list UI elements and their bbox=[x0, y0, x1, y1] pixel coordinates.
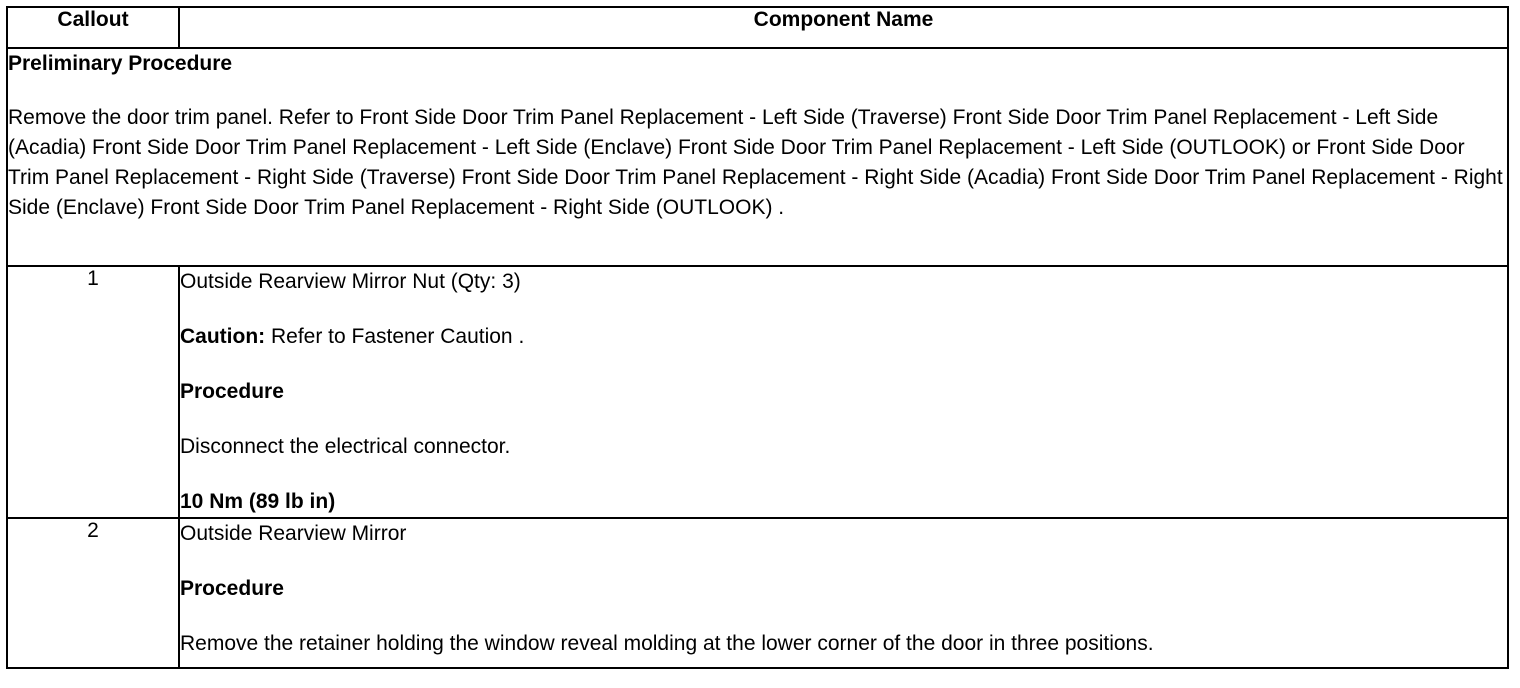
caution-label: Caution: bbox=[180, 325, 266, 348]
table-row bbox=[7, 266, 1508, 518]
preliminary-row bbox=[7, 48, 1508, 266]
table-row bbox=[7, 518, 1508, 668]
component-name: Outside Rearview Mirror bbox=[180, 522, 407, 545]
preliminary-text: Remove the door trim panel. Refer to Front Side Door Trim Panel Replacement - Left Side (Traverse) Front Side Door Trim Panel Replacement - Left Side (Acadia) Front Side Door Trim Panel Replacement - Left Side (Enclave) Front Side Door Trim Panel Replacement - Left Side (OUTLOOK) or Front Side Door Trim Panel Replacement - Right Side (Traverse) Front Side Door Trim Panel Replacement - Right Side (Acadia) Front Side Door Trim Panel Replacement - Right Side (Enclave) Front Side Door Trim Panel Replacement - Right Side (OUTLOOK) . bbox=[8, 106, 1503, 219]
caution-line bbox=[180, 322, 1507, 352]
component-cell bbox=[179, 518, 1508, 668]
header-row bbox=[7, 7, 1508, 48]
procedure-table bbox=[6, 6, 1509, 669]
torque-spec: 10 Nm (89 lb in) bbox=[180, 490, 336, 513]
procedure-text: Disconnect the electrical connector. bbox=[180, 435, 511, 458]
preliminary-title: Preliminary Procedure bbox=[8, 52, 233, 75]
component-name-header: Component Name bbox=[179, 7, 1508, 48]
preliminary-cell bbox=[7, 48, 1508, 266]
procedure-text: Remove the retainer holding the window reveal molding at the lower corner of the door in three positions. bbox=[180, 632, 1154, 655]
component-name: Outside Rearview Mirror Nut (Qty: 3) bbox=[180, 270, 521, 293]
callout-header: Callout bbox=[7, 7, 179, 48]
callout-number: 2 bbox=[7, 518, 179, 668]
procedure-heading: Procedure bbox=[180, 577, 284, 600]
component-cell bbox=[179, 266, 1508, 518]
callout-number: 1 bbox=[7, 266, 179, 518]
procedure-heading: Procedure bbox=[180, 380, 284, 403]
caution-text: Refer to Fastener Caution . bbox=[265, 325, 525, 348]
